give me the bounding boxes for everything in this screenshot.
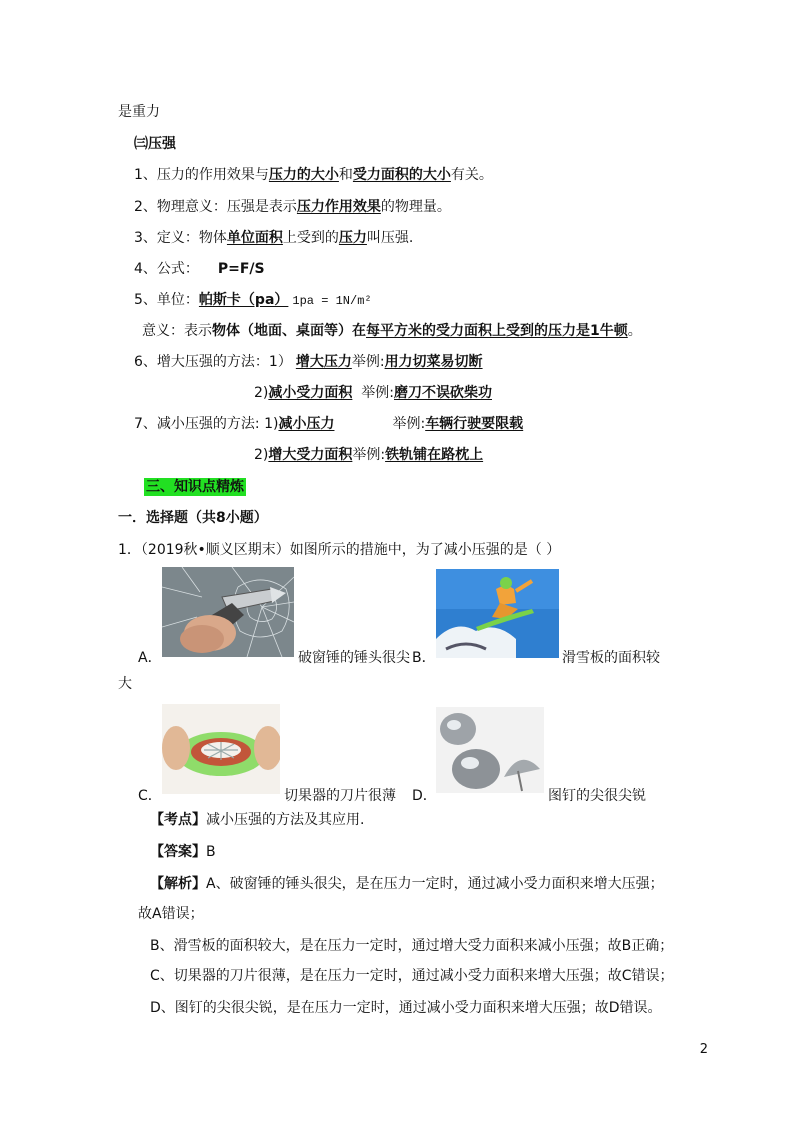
kaodian-line: 【考点】减小压强的方法及其应用. xyxy=(150,812,365,828)
option-d-letter: D． xyxy=(412,788,437,804)
option-b-text-cont: 大 xyxy=(118,676,132,692)
part3-title: 三、知识点精炼 xyxy=(146,479,244,495)
analysis-line-a: 【解析】A、破窗锤的锤头很尖，是在压力一定时，通过减小受力面积来增大压强； xyxy=(150,876,664,892)
item-5: 5、单位：帕斯卡（pa） 1pa = 1N/m² xyxy=(134,292,372,308)
analysis-line-b: B、滑雪板的面积较大，是在压力一定时，通过增大受力面积来减小压强；故B正确； xyxy=(150,938,674,954)
option-c-text: 切果器的刀片很薄 xyxy=(284,788,396,804)
option-a-letter: A． xyxy=(138,650,162,666)
option-d-text: 图钉的尖很尖锐 xyxy=(548,788,646,804)
analysis-line-a2: 故A错误； xyxy=(138,906,204,922)
glass-breaker-image xyxy=(162,567,294,657)
item-7: 7、减小压强的方法: 1)减小压力 举例:车辆行驶要限载 xyxy=(134,416,524,432)
option-b-letter: B． xyxy=(412,650,436,666)
analysis-line-c: C、切果器的刀片很薄，是在压力一定时，通过减小受力面积来增大压强；故C错误； xyxy=(150,968,674,984)
item-4: 4、公式： P=F/S xyxy=(134,261,265,277)
snowboard-image xyxy=(436,569,559,658)
thumbtack-image xyxy=(436,707,544,793)
analysis-line-d: D、图钉的尖很尖锐，是在压力一定时，通过减小受力面积来增大压强；故D错误。 xyxy=(150,1000,662,1016)
option-c-letter: C． xyxy=(138,788,162,804)
question-1-stem: 1．（2019秋•顺义区期末）如图所示的措施中，为了减小压强的是（ ） xyxy=(118,542,561,558)
page-number: 2 xyxy=(699,1042,708,1057)
item-1: 1、压力的作用效果与压力的大小和受力面积的大小有关。 xyxy=(134,167,493,183)
section-heading: ㈢压强 xyxy=(134,136,176,152)
question-section-title: 一．选择题（共8小题） xyxy=(118,510,268,526)
item-7b: 2)增大受力面积举例:铁轨铺在路枕上 xyxy=(254,447,484,463)
item-6b: 2)减小受力面积 举例:磨刀不误砍柴功 xyxy=(254,385,492,401)
meaning-line: 意义：表示物体（地面、桌面等）在每平方米的受力面积上受到的压力是1牛顿。 xyxy=(142,323,642,339)
item-2: 2、物理意义：压强是表示压力作用效果的物理量。 xyxy=(134,199,451,215)
item-6: 6、增大压强的方法：1） 增大压力举例:用力切菜易切断 xyxy=(134,354,483,370)
fruit-cutter-image xyxy=(162,704,280,794)
option-b-text: 滑雪板的面积较 xyxy=(562,650,660,666)
item-3: 3、定义：物体单位面积上受到的压力叫压强. xyxy=(134,230,414,246)
answer-line: 【答案】B xyxy=(150,844,216,860)
option-a-text: 破窗锤的锤头很尖 xyxy=(298,650,410,666)
prev-text: 是重力 xyxy=(118,104,160,120)
